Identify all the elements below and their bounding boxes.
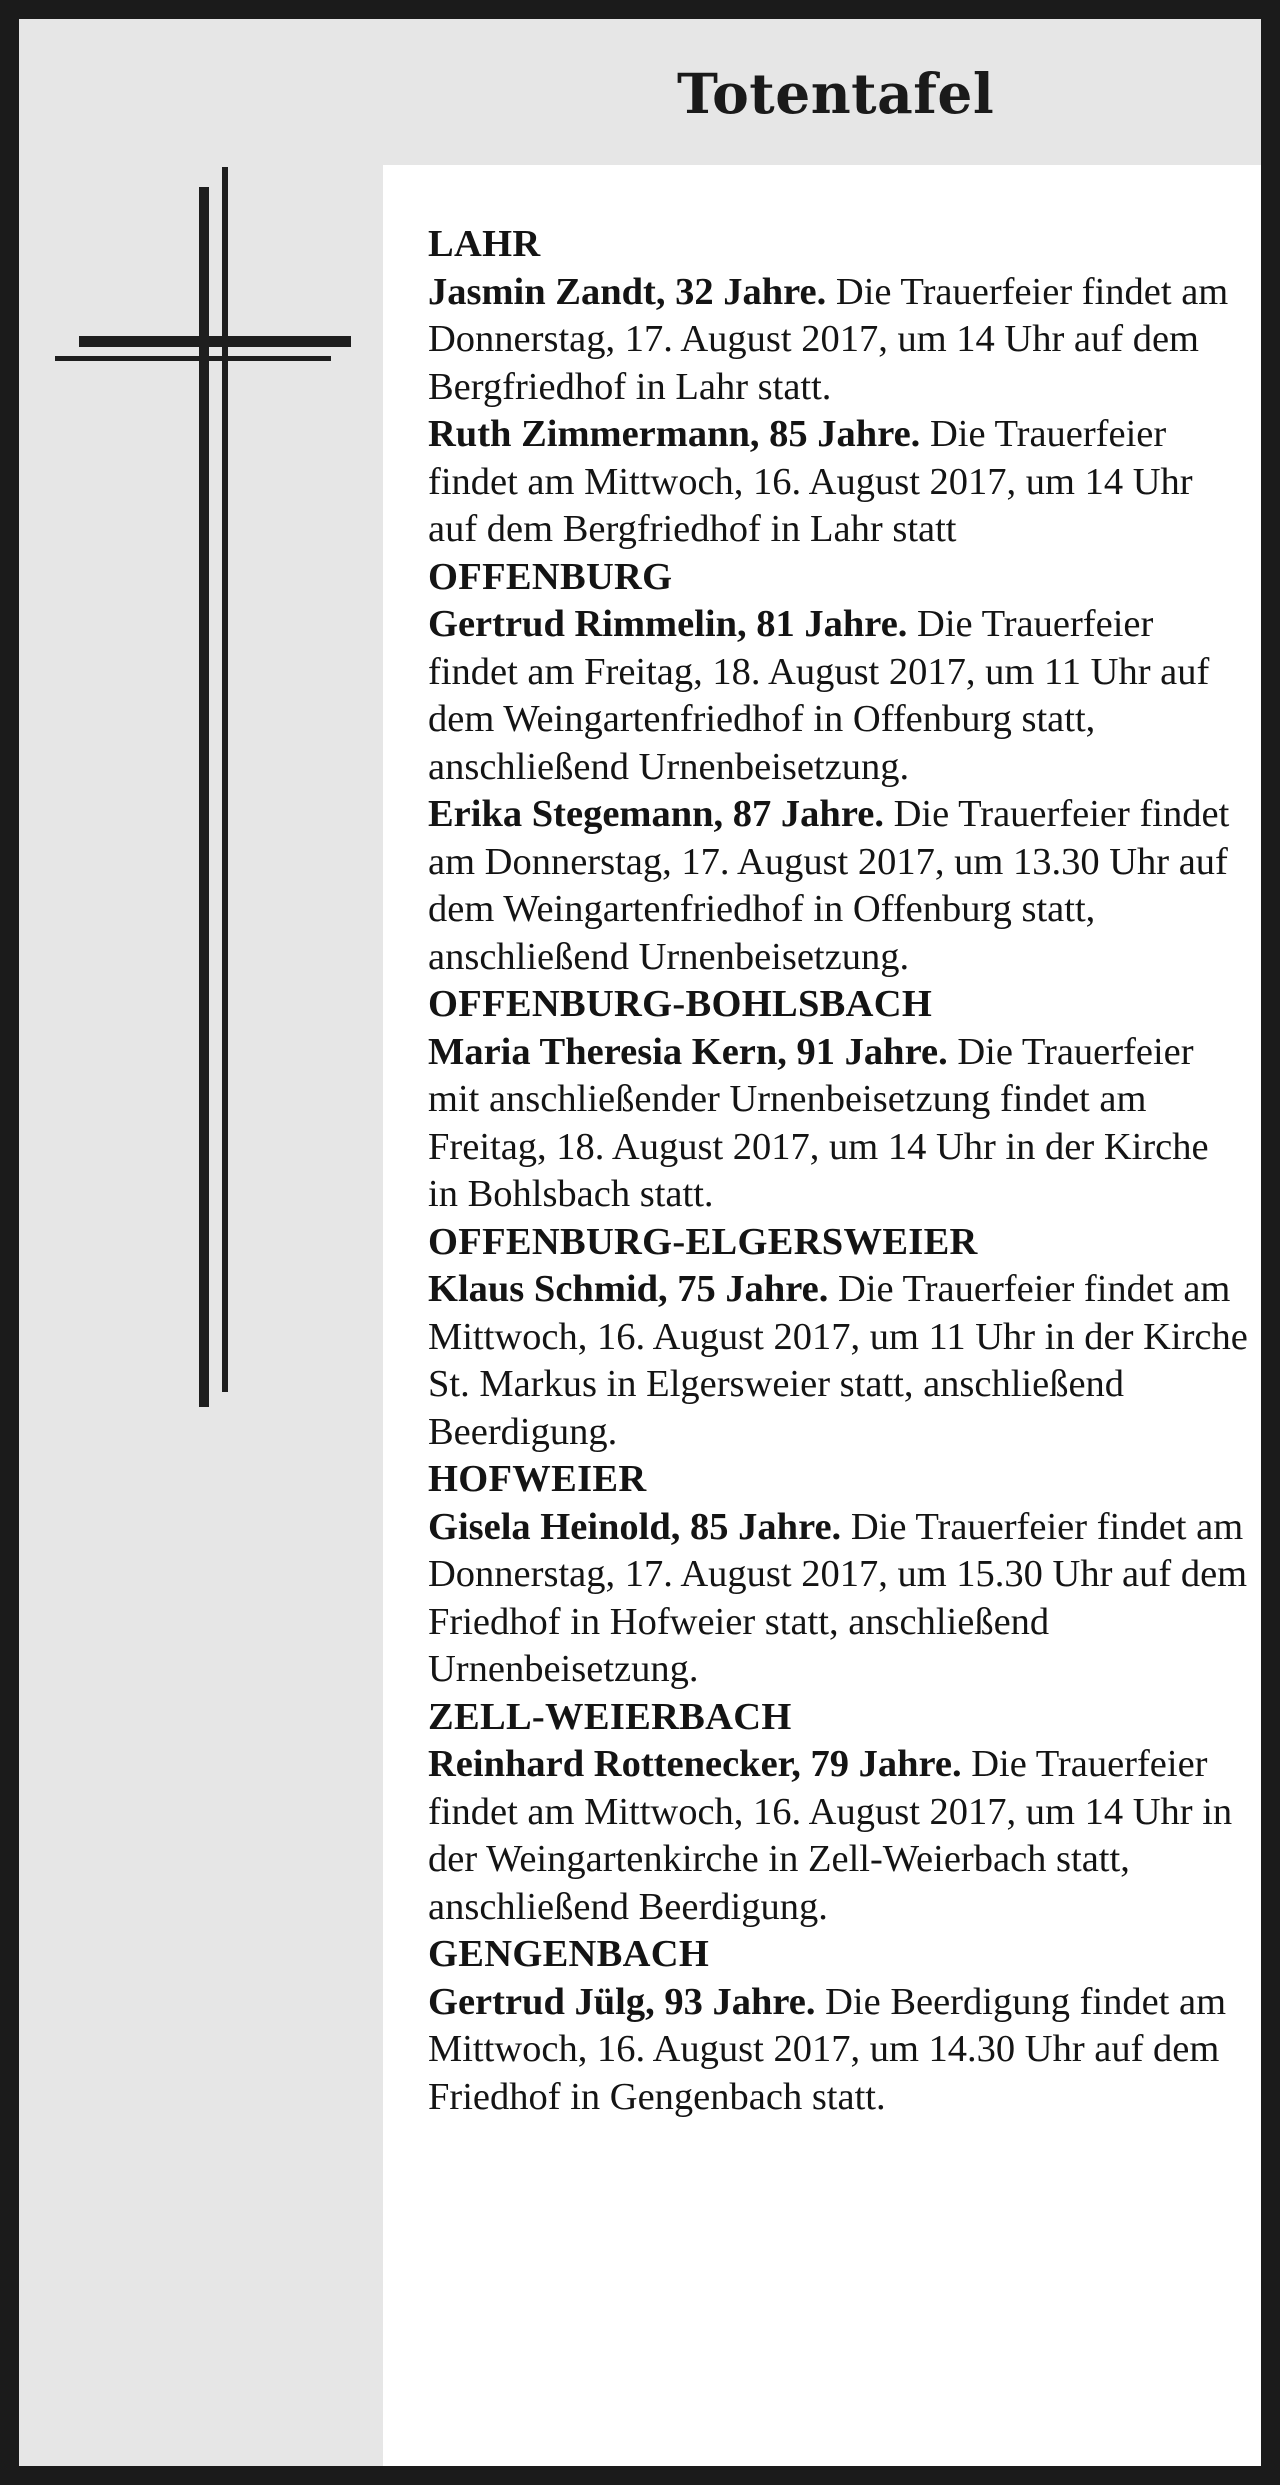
section-place-heading: OFFENBURG bbox=[428, 555, 673, 598]
section-place-heading: LAHR bbox=[428, 223, 541, 265]
service-details: Die Trauerfeier findet am Donnerstag, 17. August 2017, um 14 Uhr auf dem Bergfriedhof in Lahr statt. bbox=[428, 270, 1229, 408]
deceased-name: Gisela Heinold, 85 Jahre. bbox=[428, 1505, 842, 1548]
cross-icon bbox=[19, 19, 383, 1419]
deceased-name: Reinhard Rottenecker, 79 Jahre. bbox=[428, 1743, 962, 1785]
obituary-entry bbox=[428, 269, 1248, 412]
service-details: Die Trauerfeier findet am Mittwoch, 16. August 2017, um 11 Uhr in der Kirche St. Markus in Elgersweier statt, anschließend Beerdigung. bbox=[428, 1268, 1248, 1453]
service-details: Die Trauerfeier findet am Donnerstag, 17. August 2017, um 15.30 Uhr auf dem Friedhof in Hofweier statt, anschließend Urnenbeisetzung. bbox=[428, 1505, 1248, 1690]
obituary-panel bbox=[19, 19, 1261, 2466]
section-place-heading: HOFWEIER bbox=[428, 1458, 647, 1500]
obituary-entry bbox=[428, 791, 1248, 981]
service-details: Die Trauerfeier findet am Mittwoch, 16. August 2017, um 14 Uhr auf dem Bergfriedhof in Lahr statt bbox=[428, 413, 1193, 550]
obituary-list bbox=[428, 221, 1248, 2121]
obituary-entry bbox=[428, 1266, 1248, 1456]
section-place-heading: OFFENBURG-ELGERSWEIER bbox=[428, 1220, 978, 1263]
obituary-entry bbox=[428, 1741, 1248, 1931]
deceased-name: Gertrud Jülg, 93 Jahre. bbox=[428, 1980, 816, 2023]
page-title: Totentafel bbox=[677, 61, 995, 126]
service-details: Die Trauerfeier findet am Donnerstag, 17. August 2017, um 13.30 Uhr auf dem Weingartenfriedhof in Offenburg statt, anschließend Urnenbeisetzung. bbox=[428, 793, 1230, 978]
service-details: Die Beerdigung findet am Mittwoch, 16. August 2017, um 14.30 Uhr auf dem Friedhof in Gengenbach statt. bbox=[428, 1980, 1227, 2118]
obituary-list-area bbox=[383, 165, 1261, 2466]
section-place-heading: GENGENBACH bbox=[428, 1933, 710, 1975]
section-place-heading: OFFENBURG-BOHLSBACH bbox=[428, 983, 933, 1025]
deceased-name: Jasmin Zandt, 32 Jahre. bbox=[428, 270, 827, 313]
obituary-entry bbox=[428, 1504, 1248, 1694]
obituary-entry bbox=[428, 1029, 1248, 1219]
service-details: Die Trauerfeier findet am Freitag, 18. August 2017, um 11 Uhr auf dem Weingartenfriedhof in Offenburg statt, anschließend Urnenbeisetzung. bbox=[428, 603, 1210, 788]
obituary-entry bbox=[428, 601, 1248, 791]
section-place-heading: ZELL-WEIERBACH bbox=[428, 1695, 792, 1738]
service-details: Die Trauerfeier findet am Mittwoch, 16. August 2017, um 14 Uhr in der Weingartenkirche in Zell-Weierbach statt, anschließend Beerdigung. bbox=[428, 1743, 1233, 1928]
deceased-name: Erika Stegemann, 87 Jahre. bbox=[428, 793, 884, 835]
obituary-entry bbox=[428, 411, 1248, 554]
service-details: Die Trauerfeier mit anschließender Urnenbeisetzung findet am Freitag, 18. August 2017, um 14 Uhr in der Kirche in Bohlsbach statt. bbox=[428, 1030, 1209, 1215]
deceased-name: Maria Theresia Kern, 91 Jahre. bbox=[428, 1030, 948, 1073]
deceased-name: Gertrud Rimmelin, 81 Jahre. bbox=[428, 603, 908, 645]
deceased-name: Ruth Zimmermann, 85 Jahre. bbox=[428, 413, 921, 455]
deceased-name: Klaus Schmid, 75 Jahre. bbox=[428, 1268, 829, 1310]
obituary-entry bbox=[428, 1979, 1248, 2122]
